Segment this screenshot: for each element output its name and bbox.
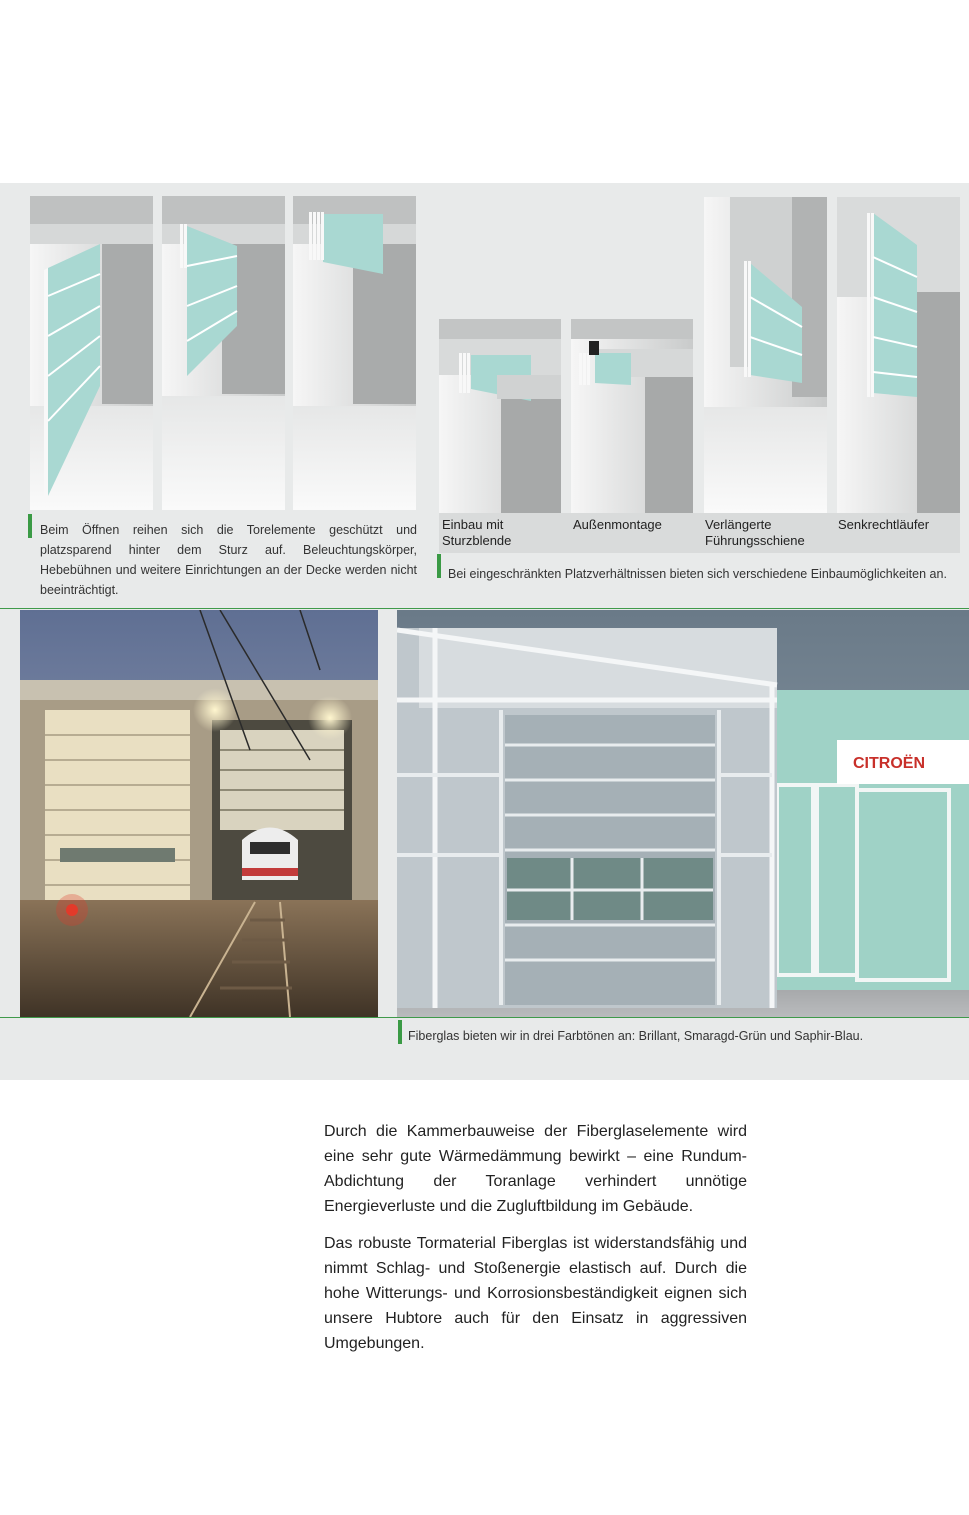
body-paragraph-2: Das robuste Tormaterial Fiberglas ist widerstandsfähig und nimmt Schlag- und Stoßenergie elastisch auf. Durch die hohe Witterungs- und Korrosionsbeständigkeit eignen sich unsere Hubtore auch für den Einsatz in aggressiven Umgebungen. <box>324 1235 747 1352</box>
train-depot-photo <box>20 610 378 1017</box>
caption-accent-bar <box>437 554 441 578</box>
caption-accent-bar <box>28 514 32 538</box>
showroom-doors-photo <box>397 610 969 1017</box>
mounting-caption: Bei eingeschränkten Platzverhältnissen bieten sich verschiedene Einbaumöglichkeiten an. <box>448 567 947 581</box>
mounting-option-4-illustration <box>837 197 960 513</box>
body-paragraph-1: Durch die Kammerbauweise der Fiberglaselemente wird eine sehr gute Wärmedämmung bewirkt – eine Rundum-Abdichtung der Toranlage verhindert unnötige Energieverluste und die Zugluftbildung im Gebäude. <box>324 1123 747 1215</box>
citroen-sign-text: CITROËN <box>853 755 925 772</box>
mounting-option-1-illustration <box>439 319 561 513</box>
mounting-label-4: Senkrechtläufer <box>838 517 930 532</box>
caption-accent-bar <box>398 1020 402 1044</box>
opening-step-1-illustration <box>30 196 153 510</box>
mounting-option-3-illustration <box>704 197 827 513</box>
section-divider <box>0 608 969 609</box>
mounting-label-1: Einbau mit Sturzblende <box>442 517 512 548</box>
opening-step-3-illustration <box>293 196 416 510</box>
mounting-label-3: Verlängerte Führungsschiene <box>705 517 805 548</box>
section-divider <box>0 1017 969 1018</box>
body-text-column <box>324 1119 747 1368</box>
opening-caption: Beim Öffnen reihen sich die Torelemente geschützt und platzsparend hinter dem Sturz auf. Beleuchtungskörper, Hebebühnen und weitere Einrichtungen an der Decke werden nicht beeinträchtigt. <box>40 523 417 597</box>
opening-step-2-illustration <box>162 196 285 510</box>
photo-caption: Fiberglas bieten wir in drei Farbtönen an: Brillant, Smaragd-Grün und Saphir-Blau. <box>408 1029 864 1043</box>
mounting-label-2: Außenmontage <box>573 517 662 532</box>
mounting-option-2-illustration <box>571 319 693 513</box>
